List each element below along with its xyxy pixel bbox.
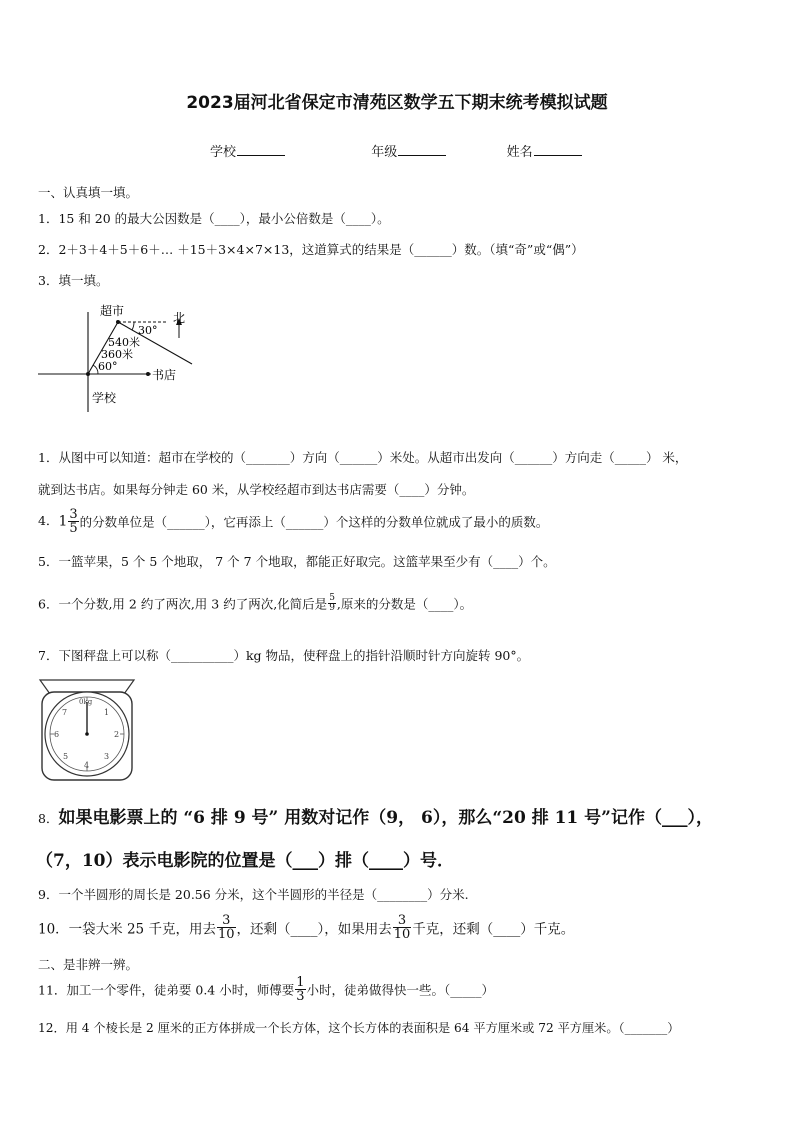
supermarket-point: [116, 320, 120, 324]
student-info: [210, 141, 582, 160]
grade-label: 年级: [371, 145, 398, 160]
question-5: 5．一篮苹果，5 个 5 个地取， 7 个 7 个地取，都能正好取完。这篮苹果至少有（____）个。: [38, 554, 556, 569]
school-point: [86, 372, 90, 376]
scale-pivot: [85, 732, 89, 736]
label-dist-540: 540米: [108, 336, 140, 349]
q10-fraction-2: [393, 914, 412, 941]
q6-fraction: [328, 594, 336, 613]
q11-denominator: 3: [296, 989, 305, 1004]
dial-label-6: 6: [54, 730, 60, 739]
grade-blank[interactable]: [398, 143, 446, 156]
q4-text: 的分数单位是（______），它再添上（______）个这样的分数单位就成了最小的质数。: [79, 514, 549, 530]
dial-label-5: 5: [63, 752, 69, 761]
q4-denominator: 5: [69, 521, 78, 536]
q4-fraction: [68, 508, 78, 535]
bookstore-point: [146, 372, 150, 376]
dial-label-7: 7: [62, 708, 68, 717]
question-9: 9．一个半圆形的周长是 20.56 分米，这个半圆形的半径是（________）分米.: [38, 887, 469, 902]
q6-text-b: ,原来的分数是（____）。: [336, 596, 473, 612]
page-title: 2023届河北省保定市清苑区数学五下期末统考模拟试题: [186, 93, 608, 113]
q10-suffix: 千克，还剩（____）千克。: [412, 921, 575, 938]
q4-numerator: 3: [69, 507, 78, 522]
q6-numerator: 5: [329, 593, 335, 603]
q10-prefix: 10．一袋大米 25 千克，用去: [38, 921, 216, 938]
angle-30-arc: [132, 322, 134, 330]
q6-denominator: 9: [329, 603, 335, 613]
q11-fraction: [295, 976, 305, 1003]
school-label: 学校: [210, 145, 237, 160]
q8-text-1: 如果电影票上的 “6 排 9 号” 用数对记作（9， 6），那么“20 排 11 号”记作（___），: [58, 808, 713, 828]
question-3-1-line2: 就到达书店。如果每分钟走 60 米，从学校经超市到达书店需要（____）分钟。: [38, 482, 475, 497]
label-bookstore: 书店: [152, 368, 177, 382]
q11-suffix: 小时，徒弟做得快一些。（_____）: [306, 982, 495, 998]
dial-label-0kg: 0kg: [79, 698, 93, 706]
dial-label-4: 4: [84, 761, 90, 770]
question-11: [38, 976, 494, 1003]
q10-denominator-1: 10: [217, 927, 235, 942]
question-3: 3．填一填。: [38, 273, 109, 288]
question-7: 7．下图秤盘上可以称（__________）kg 物品，使秤盘上的指针沿顺时针方向旋转 90°。: [38, 648, 530, 663]
q8-number: 8．: [38, 811, 59, 826]
section-2-heading: 二、是非辨一辨。: [38, 957, 139, 972]
question-12: 12．用 4 个棱长是 2 厘米的正方体拼成一个长方体，这个长方体的表面积是 64 平方厘米或 72 平方厘米。（_______）: [38, 1021, 680, 1035]
label-school: 学校: [92, 391, 117, 405]
section-1-heading: 一、认真填一填。: [38, 185, 139, 200]
label-angle-60: 60°: [98, 360, 118, 373]
q10-mid: ，还剩（____），如果用去: [236, 921, 392, 938]
name-label: 姓名: [506, 145, 533, 160]
dial-label-3: 3: [104, 752, 110, 761]
school-blank[interactable]: [237, 143, 285, 156]
q4-whole: 1: [58, 513, 68, 530]
label-dist-360: 360米: [101, 348, 133, 361]
question-8-line1: [38, 803, 713, 828]
q6-text-a: 6．一个分数,用 2 约了两次,用 3 约了两次,化简后是: [38, 596, 328, 612]
question-2: 2．2＋3＋4＋5＋6＋… ＋15＋3×4×7×13，这道算式的结果是（______）数。（填“奇”或“偶”）: [38, 242, 584, 257]
map-diagram: [36, 300, 236, 415]
question-4: [38, 508, 548, 535]
question-6: [38, 594, 472, 613]
name-blank[interactable]: [534, 143, 582, 156]
label-north: 北: [173, 311, 186, 325]
question-3-1-line1: 1．从图中可以知道：超市在学校的（_______）方向（______）米处。从超市出发向（______）方向走（_____） 米，: [38, 450, 688, 465]
q4-prefix: 4．: [38, 513, 59, 528]
dial-label-2: 2: [114, 730, 120, 739]
q10-numerator-1: 3: [217, 914, 236, 928]
label-supermarket: 超市: [100, 304, 125, 318]
question-8-line2: （7，10）表示电影院的位置是（___）排（____）号．: [36, 851, 454, 871]
q11-numerator: 1: [296, 975, 305, 990]
question-10: [38, 914, 574, 941]
q10-numerator-2: 3: [393, 914, 412, 928]
label-angle-30: 30°: [138, 324, 158, 337]
q11-prefix: 11．加工一个零件，徒弟要 0.4 小时，师傅要: [38, 982, 295, 998]
q10-denominator-2: 10: [393, 927, 411, 942]
q10-fraction-1: [217, 914, 236, 941]
question-1: 1．15 和 20 的最大公因数是（____），最小公倍数是（____）。: [38, 211, 390, 226]
dial-label-1: 1: [104, 708, 110, 717]
scale-illustration: [36, 674, 140, 786]
